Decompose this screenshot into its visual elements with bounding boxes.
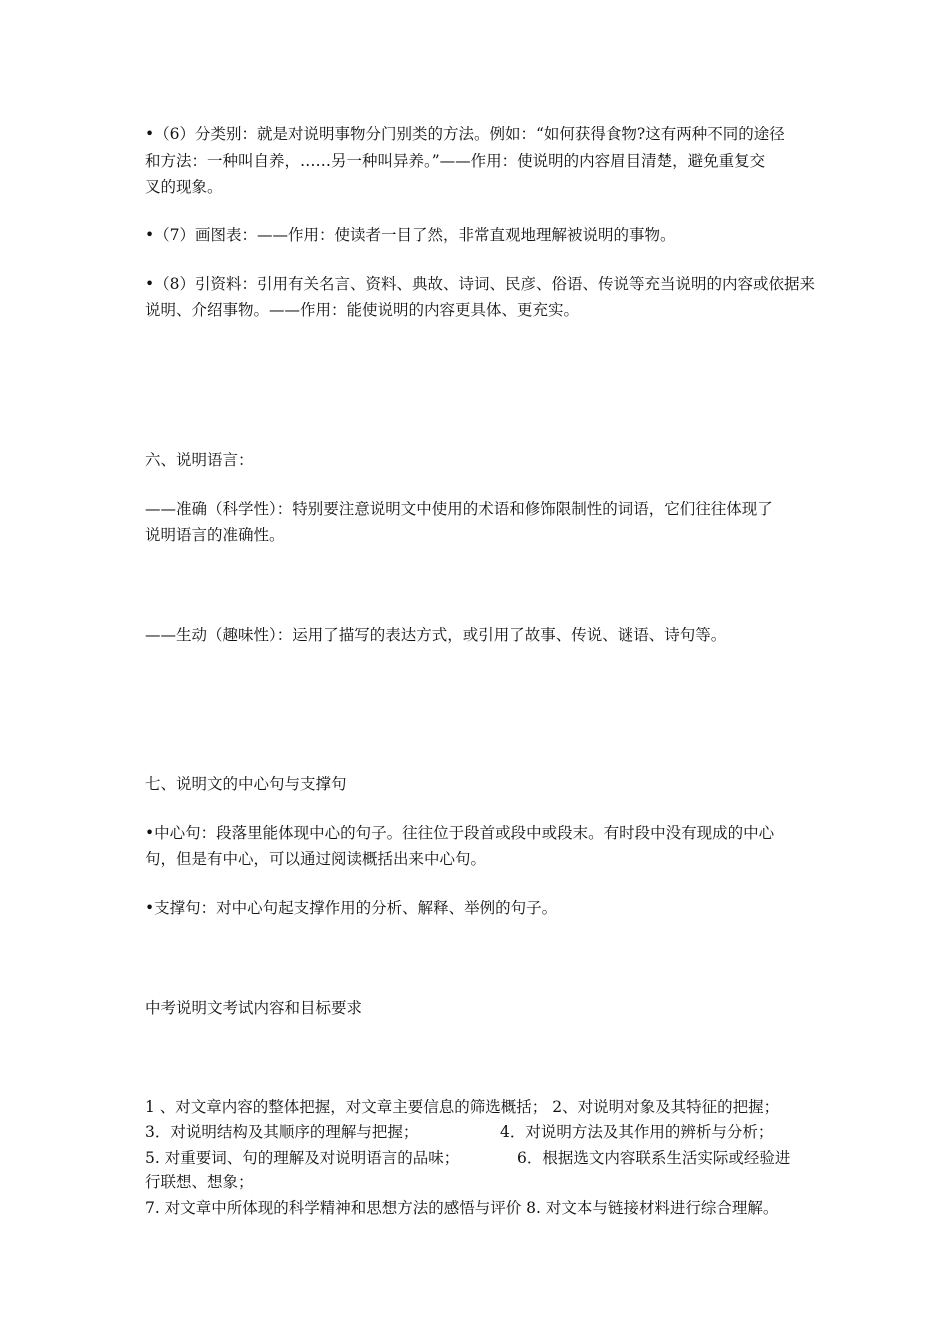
support-sentence-paragraph: •支撑句：对中心句起支撑作用的分析、解释、举例的句子。 — [145, 899, 558, 917]
citation-line-1: •（8）引资料：引用有关名言、资料、典故、诗词、民彦、俗语、传说等充当说明的内容或依据来 — [145, 275, 816, 293]
vividness-paragraph: ——生动（趣味性）：运用了描写的表达方式，或引用了故事、传说、谜语、诗句等。 — [145, 626, 727, 644]
classification-line-1: •（6）分类别：就是对说明事物分门别类的方法。例如：“如何获得食物?这有两种不同的途径 — [145, 125, 785, 143]
accuracy-line-1: ——准确（科学性）：特别要注意说明文中使用的术语和修饰限制性的词语，它们往往体现了 — [145, 500, 773, 518]
citation-line-2: 说明、介绍事物。——作用：能使说明的内容更具体、更充实。 — [145, 301, 580, 319]
central-sentence-line-1: •中心句：段落里能体现中心的句子。往往位于段首或段中或段末。有时段中没有现成的中心 — [145, 824, 775, 842]
accuracy-line-2: 说明语言的准确性。 — [145, 526, 285, 544]
exam-heading: 中考说明文考试内容和目标要求 — [145, 999, 363, 1017]
exam-line-4: 行联想、想象； — [145, 1173, 254, 1191]
exam-line-2b: 4．对说明方法及其作用的辨析与分析； — [500, 1123, 774, 1141]
classification-line-2: 和方法：一种叫自养，……另一种叫异养。”——作用：使说明的内容眉目清楚，避免重复交 — [145, 152, 766, 170]
language-heading: 六、说明语言： — [145, 451, 254, 469]
exam-line-1: 1 、对文章内容的整体把握，对文章主要信息的筛选概括； 2、对说明对象及其特征的把握； — [145, 1098, 780, 1116]
charts-paragraph: •（7）画图表：——作用：使读者一目了然，非常直观地理解被说明的事物。 — [145, 226, 676, 244]
classification-line-3: 叉的现象。 — [145, 178, 223, 196]
central-sentence-line-2: 句，但是有中心，可以通过阅读概括出来中心句。 — [145, 850, 487, 868]
exam-line-3b: 6．根据选文内容联系生活实际或经验进 — [517, 1149, 791, 1167]
central-heading: 七、说明文的中心句与支撑句 — [145, 775, 347, 793]
exam-line-5: 7. 对文章中所体现的科学精神和思想方法的感悟与评价 8. 对文本与链接材料进行综合理解。 — [145, 1199, 779, 1217]
exam-line-2a: 3．对说明结构及其顺序的理解与把握； — [145, 1123, 419, 1141]
exam-line-3a: 5. 对重要词、句的理解及对说明语言的品味； — [145, 1149, 460, 1167]
